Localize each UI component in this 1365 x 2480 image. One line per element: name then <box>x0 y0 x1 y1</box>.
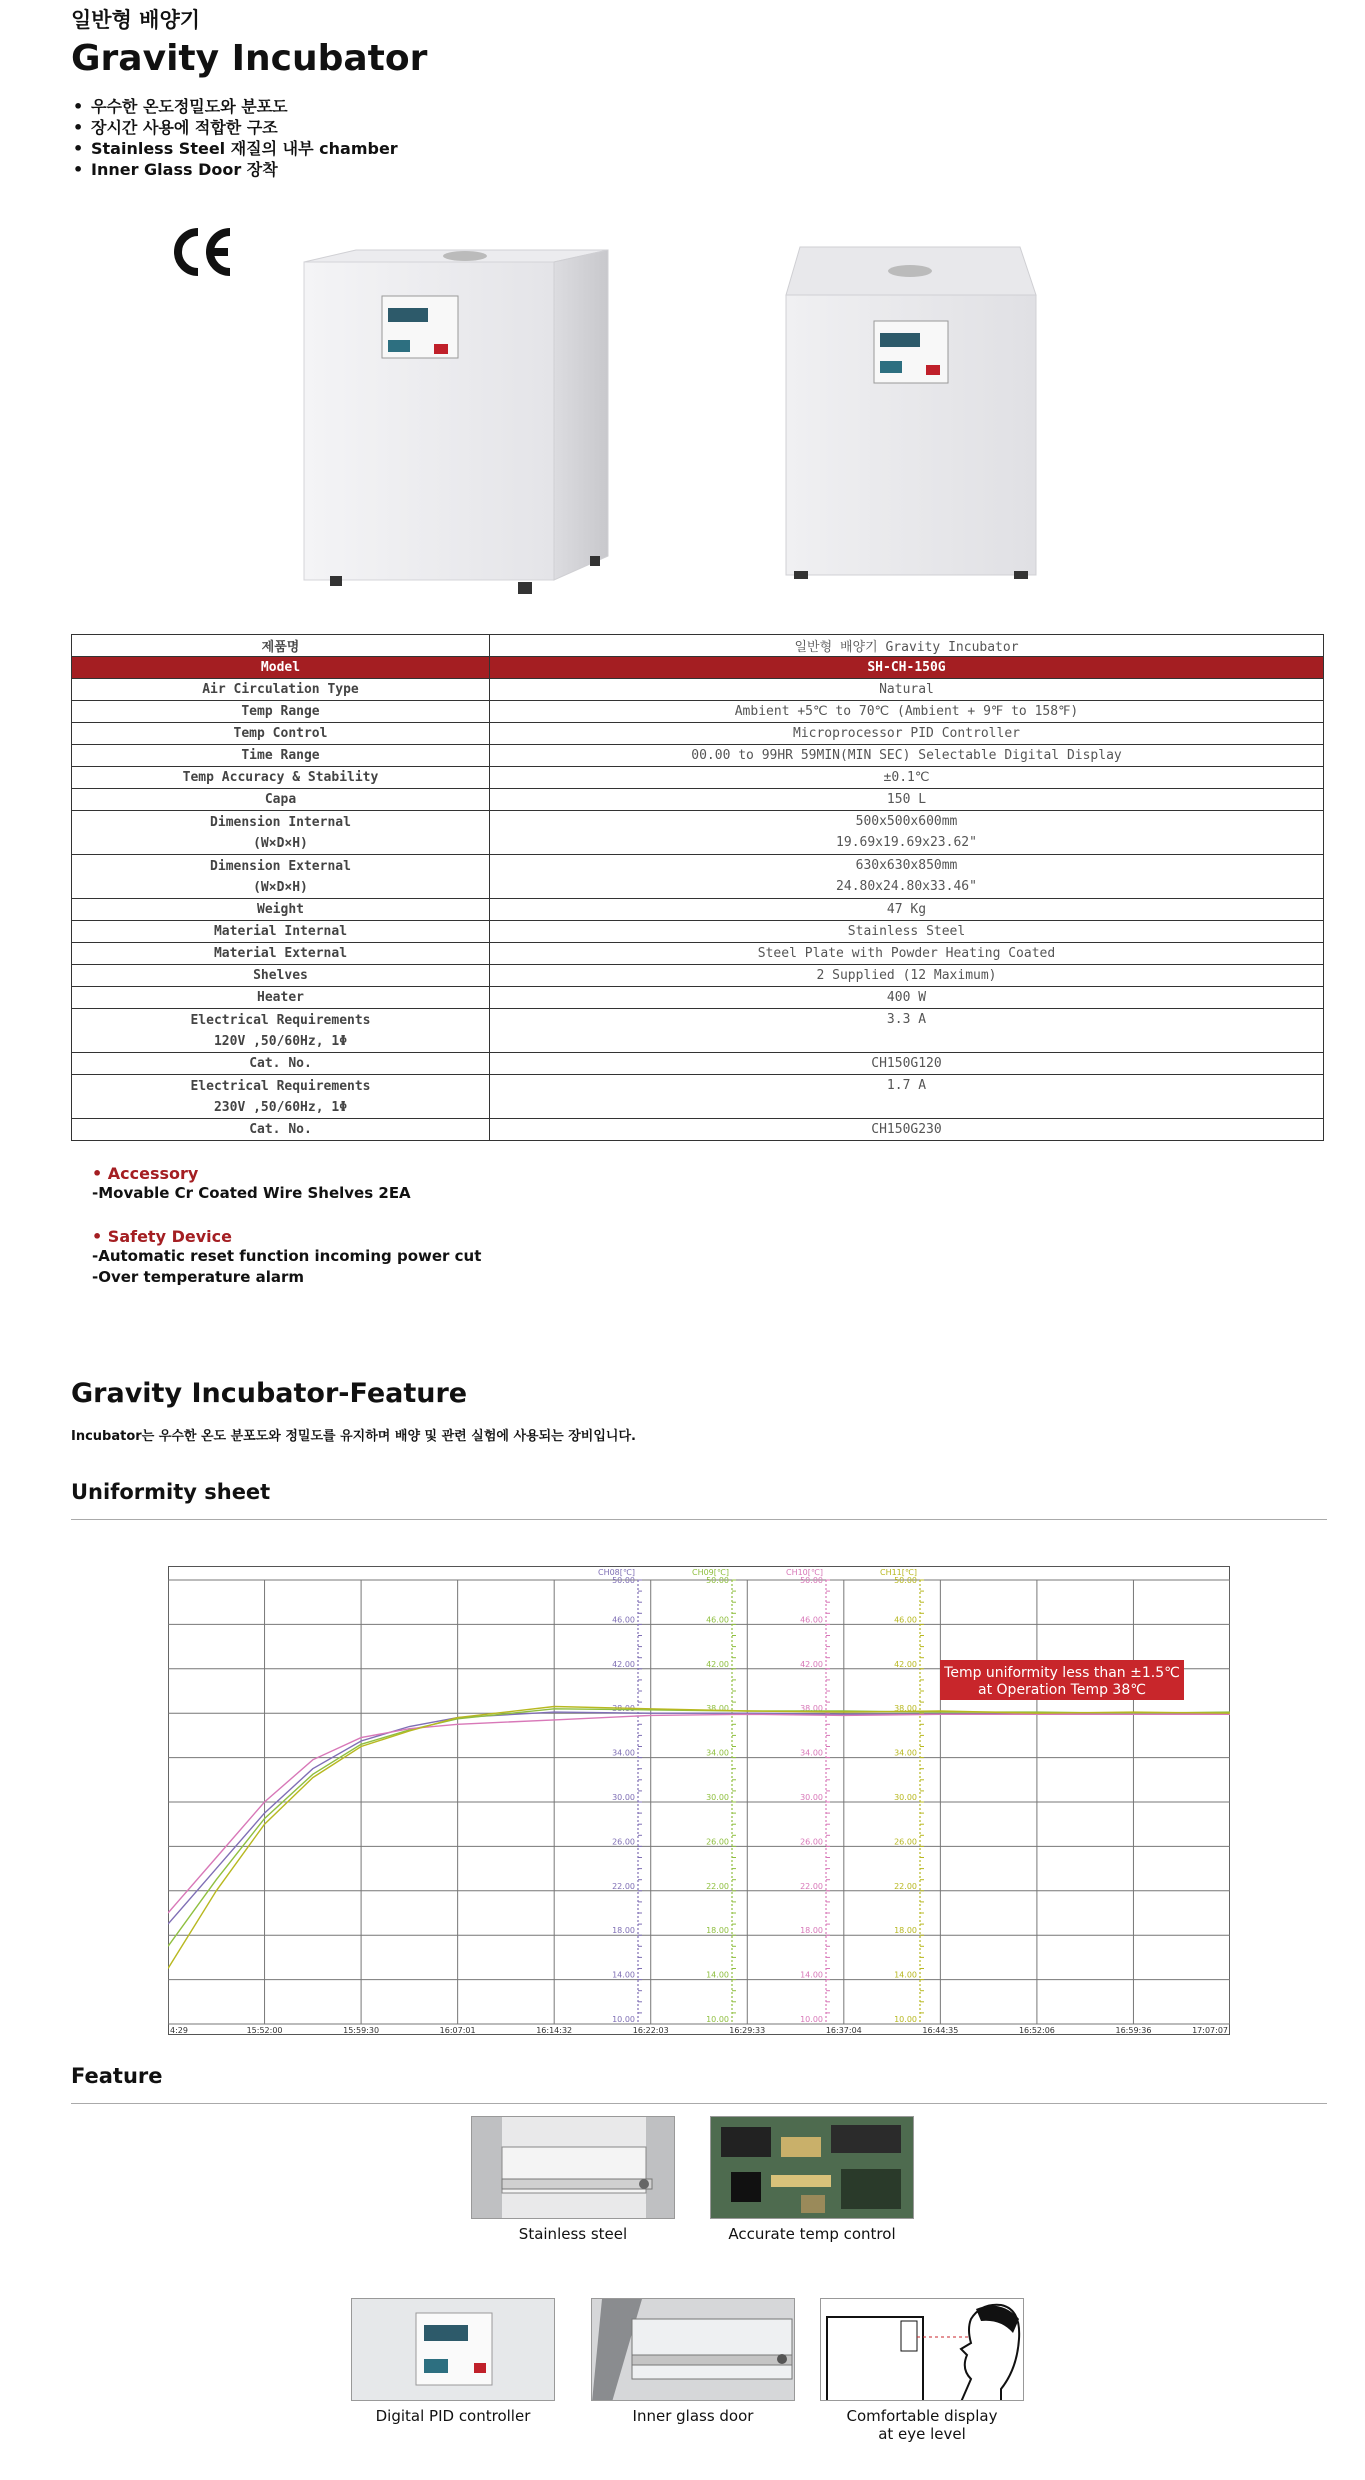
x-tick-label: 16:37:04 <box>825 2026 862 2035</box>
table-row <box>72 1053 1324 1075</box>
feature-section-title: Gravity Incubator-Feature <box>71 1378 468 1409</box>
safety-line: -Over temperature alarm <box>92 1268 305 1286</box>
cell-line: Cat. No. <box>249 1056 312 1071</box>
y-tick-label: 30.00 <box>706 1793 729 1802</box>
y-tick-label: 38.00 <box>894 1704 917 1714</box>
table-cell <box>72 899 490 921</box>
y-tick-label: 46.00 <box>894 1615 917 1625</box>
cell-line: Cat. No. <box>249 1122 312 1137</box>
divider <box>71 1519 1327 1520</box>
cell-line: 630x630x850mm <box>855 858 958 873</box>
table-cell: Model <box>72 657 490 679</box>
table-cell <box>490 899 1324 921</box>
table-cell <box>72 1009 490 1053</box>
cell-line: Shelves <box>253 968 308 983</box>
table-row <box>72 899 1324 921</box>
y-tick-label: 26.00 <box>894 1837 917 1847</box>
y-tick-label: 42.00 <box>706 1659 729 1669</box>
x-tick-label: 16:59:36 <box>1115 2026 1152 2035</box>
table-header-row <box>72 635 1324 657</box>
y-tick-label: 10.00 <box>894 2015 917 2024</box>
cell-line: Capa <box>264 792 297 807</box>
feature-caption: Accurate temp control <box>728 2225 896 2243</box>
x-tick-label: 4:29 <box>170 2026 188 2035</box>
y-tick-label: 22.00 <box>800 1881 823 1891</box>
cell-line: Microprocessor PID Controller <box>793 726 1020 741</box>
cell-line: Temp Control <box>233 726 328 741</box>
cell-line: CH150G120 <box>871 1056 942 1071</box>
x-tick-label: 16:22:03 <box>632 2026 669 2035</box>
safety-block <box>92 1227 481 1288</box>
cell-line: Natural <box>879 682 934 697</box>
table-row <box>72 921 1324 943</box>
table-cell <box>72 987 490 1009</box>
bullet-item: • 장시간 사용에 적합한 구조 <box>71 117 398 138</box>
feature-caption: Inner glass door <box>632 2407 754 2425</box>
table-cell <box>72 943 490 965</box>
y-tick-label: 34.00 <box>706 1748 729 1758</box>
product-title: Gravity Incubator <box>71 38 428 79</box>
y-tick-label: 26.00 <box>706 1837 729 1847</box>
ce-mark-icon <box>170 226 234 278</box>
y-tick-label: 30.00 <box>894 1793 917 1802</box>
cell-line: 150 L <box>886 792 927 807</box>
table-model-row <box>72 657 1324 679</box>
cell-line: Temp Accuracy & Stability <box>182 770 379 785</box>
cell-line: CH150G230 <box>871 1122 942 1137</box>
bullet-item: • Stainless Steel 재질의 내부 chamber <box>71 138 398 159</box>
cell-line: Electrical Requirements <box>190 1012 371 1028</box>
cell-line: Ambient +5℃ to 70℃ (Ambient + 9℉ to 158℉) <box>734 704 1079 719</box>
temp-control-thumbnail <box>710 2116 914 2219</box>
y-tick-label: 18.00 <box>800 1926 823 1936</box>
y-tick-label: 22.00 <box>894 1881 917 1891</box>
table-row <box>72 811 1324 855</box>
table-cell <box>490 965 1324 987</box>
channel-top-value: 50.00 <box>800 1576 823 1585</box>
y-tick-label: 30.00 <box>612 1793 635 1802</box>
cell-line: 3.3 A <box>886 1012 927 1027</box>
pid-controller-thumbnail <box>351 2298 555 2401</box>
cell-line: Steel Plate with Powder Heating Coated <box>757 946 1056 961</box>
cell-line: Electrical Requirements <box>190 1078 371 1094</box>
table-row <box>72 723 1324 745</box>
y-tick-label: 10.00 <box>800 2015 823 2024</box>
y-tick-label: 30.00 <box>800 1793 823 1802</box>
annotation-line: Temp uniformity less than ±1.5℃ <box>944 1665 1180 1681</box>
x-tick-label: 16:52:06 <box>1018 2026 1055 2035</box>
table-row <box>72 1119 1324 1141</box>
table-cell <box>490 701 1324 723</box>
x-tick-label: 17:07:07 <box>1192 2026 1228 2035</box>
y-tick-label: 22.00 <box>706 1881 729 1891</box>
y-tick-label: 18.00 <box>706 1926 729 1936</box>
divider <box>71 2103 1327 2104</box>
safety-line: -Automatic reset function incoming power cut <box>92 1247 482 1265</box>
table-cell: SH-CH-150G <box>490 657 1324 679</box>
bullet-item: • 우수한 온도정밀도와 분포도 <box>71 96 398 117</box>
table-cell <box>490 1009 1324 1053</box>
cell-line: 400 W <box>886 990 927 1005</box>
y-tick-label: 34.00 <box>612 1748 635 1758</box>
table-cell <box>72 855 490 899</box>
incubator-product-image-side <box>780 245 1050 585</box>
table-row <box>72 1075 1324 1119</box>
x-tick-label: 15:59:30 <box>343 2026 380 2035</box>
table-cell <box>72 767 490 789</box>
y-tick-label: 42.00 <box>894 1659 917 1669</box>
y-tick-label: 14.00 <box>800 1970 823 1980</box>
table-cell <box>490 921 1324 943</box>
y-tick-label: 26.00 <box>612 1837 635 1847</box>
cell-line: 24.80x24.80x33.46" <box>836 879 977 894</box>
table-cell <box>72 1053 490 1075</box>
cell-line: 1.7 A <box>886 1078 927 1093</box>
accessory-heading: • Accessory <box>92 1164 199 1183</box>
y-tick-label: 42.00 <box>800 1659 823 1669</box>
table-cell <box>72 965 490 987</box>
cell-line: (W×D×H) <box>253 835 308 851</box>
table-cell <box>490 943 1324 965</box>
cell-line: Air Circulation Type <box>202 682 359 697</box>
cell-line: 120V ,50/60Hz, 1Φ <box>213 1033 348 1049</box>
cell-line: (W×D×H) <box>253 879 308 895</box>
x-tick-label: 16:29:33 <box>729 2026 766 2035</box>
cell-line: Time Range <box>241 748 320 763</box>
feature-caption: Stainless steel <box>518 2225 628 2243</box>
table-cell <box>72 921 490 943</box>
y-tick-label: 14.00 <box>612 1970 635 1980</box>
product-category: 일반형 배양기 <box>71 8 201 32</box>
x-tick-label: 15:52:00 <box>246 2026 283 2035</box>
bullet-item: • Inner Glass Door 장착 <box>71 159 398 180</box>
y-tick-label: 34.00 <box>800 1748 823 1758</box>
y-tick-label: 10.00 <box>612 2015 635 2024</box>
table-cell <box>72 811 490 855</box>
table-cell: 제품명 <box>72 635 490 657</box>
table-cell <box>490 1119 1324 1141</box>
cell-line: Stainless Steel <box>847 924 966 939</box>
x-tick-label: 16:07:01 <box>439 2026 476 2035</box>
channel-name: CH09[℃] <box>691 1568 729 1577</box>
table-row <box>72 701 1324 723</box>
table-row <box>72 745 1324 767</box>
uniformity-chart <box>168 1566 1230 2035</box>
cell-line: Dimension Internal <box>210 814 351 830</box>
table-row <box>72 965 1324 987</box>
cell-line: 230V ,50/60Hz, 1Φ <box>213 1099 348 1115</box>
accessory-line: -Movable Cr Coated Wire Shelves 2EA <box>92 1184 411 1202</box>
cell-line: ±0.1℃ <box>883 770 930 785</box>
y-tick-label: 14.00 <box>706 1970 729 1980</box>
feature-caption <box>820 2407 1024 2443</box>
cell-line: Heater <box>257 990 304 1005</box>
feature-bullets <box>71 96 398 180</box>
uniformity-heading: Uniformity sheet <box>71 1480 271 1504</box>
table-cell: 일반형 배양기 Gravity Incubator <box>490 635 1324 657</box>
accessory-block <box>92 1164 411 1204</box>
y-tick-label: 46.00 <box>800 1615 823 1625</box>
y-tick-label: 46.00 <box>706 1615 729 1625</box>
cell-line: Weight <box>257 902 304 917</box>
cell-line: Dimension External <box>210 858 351 874</box>
table-cell <box>490 723 1324 745</box>
cell-line: 19.69x19.69x23.62" <box>836 835 977 850</box>
cell-line: Material Internal <box>213 924 348 939</box>
feature-caption: Digital PID controller <box>375 2407 531 2425</box>
chart-annotation <box>940 1660 1184 1700</box>
table-row <box>72 987 1324 1009</box>
channel-top-value: 50.00 <box>894 1576 917 1585</box>
inner-glass-door-thumbnail <box>591 2298 795 2401</box>
table-cell <box>490 1053 1324 1075</box>
table-cell <box>72 789 490 811</box>
y-tick-label: 46.00 <box>612 1615 635 1625</box>
table-row <box>72 855 1324 899</box>
table-row <box>72 789 1324 811</box>
y-tick-label: 38.00 <box>706 1704 729 1714</box>
cell-line: 500x500x600mm <box>855 814 958 829</box>
table-cell <box>72 1075 490 1119</box>
y-tick-label: 18.00 <box>612 1926 635 1936</box>
table-cell <box>490 1075 1324 1119</box>
channel-top-value: 50.00 <box>612 1576 635 1585</box>
cell-line: Temp Range <box>241 704 320 719</box>
y-tick-label: 26.00 <box>800 1837 823 1847</box>
y-tick-label: 10.00 <box>706 2015 729 2024</box>
table-cell <box>490 811 1324 855</box>
x-tick-label: 16:44:35 <box>922 2026 959 2035</box>
channel-name: CH08[℃] <box>597 1568 635 1577</box>
x-tick-label: 16:14:32 <box>536 2026 573 2035</box>
table-cell <box>72 701 490 723</box>
table-cell <box>72 723 490 745</box>
channel-name: CH10[℃] <box>785 1568 823 1577</box>
cell-line: Material External <box>213 946 348 961</box>
table-row <box>72 1009 1324 1053</box>
table-cell <box>490 745 1324 767</box>
y-tick-label: 34.00 <box>894 1748 917 1758</box>
y-tick-label: 14.00 <box>894 1970 917 1980</box>
y-tick-label: 38.00 <box>800 1704 823 1714</box>
safety-heading: • Safety Device <box>92 1227 232 1246</box>
eye-level-display-thumbnail <box>820 2298 1024 2401</box>
annotation-line: at Operation Temp 38℃ <box>978 1682 1146 1698</box>
cell-line: 47 Kg <box>886 902 927 917</box>
table-row <box>72 943 1324 965</box>
table-cell <box>490 767 1324 789</box>
stainless-steel-thumbnail <box>471 2116 675 2219</box>
y-tick-label: 38.00 <box>612 1704 635 1714</box>
table-cell <box>490 987 1324 1009</box>
table-cell <box>490 855 1324 899</box>
table-cell <box>490 789 1324 811</box>
cell-line: 2 Supplied (12 Maximum) <box>816 968 997 983</box>
table-cell <box>72 679 490 701</box>
spec-table <box>71 634 1324 1141</box>
y-tick-label: 22.00 <box>612 1881 635 1891</box>
y-tick-label: 18.00 <box>894 1926 917 1936</box>
table-cell <box>72 1119 490 1141</box>
y-tick-label: 42.00 <box>612 1659 635 1669</box>
channel-top-value: 50.00 <box>706 1576 729 1585</box>
channel-name: CH11[℃] <box>879 1568 917 1577</box>
table-row <box>72 767 1324 789</box>
table-row <box>72 679 1324 701</box>
feature-heading: Feature <box>71 2064 163 2088</box>
incubator-product-image-front <box>300 248 620 608</box>
table-cell <box>72 745 490 767</box>
table-cell <box>490 679 1324 701</box>
feature-section-description: Incubator는 우수한 온도 분포도와 정밀도를 유지하며 배양 및 관련 실험에 사용되는 장비입니다. <box>71 1429 636 1444</box>
feature-caption-line: Comfortable display <box>846 2407 998 2425</box>
feature-caption-line: at eye level <box>878 2425 966 2443</box>
cell-line: 00.00 to 99HR 59MIN(MIN SEC) Selectable Digital Display <box>691 748 1122 763</box>
